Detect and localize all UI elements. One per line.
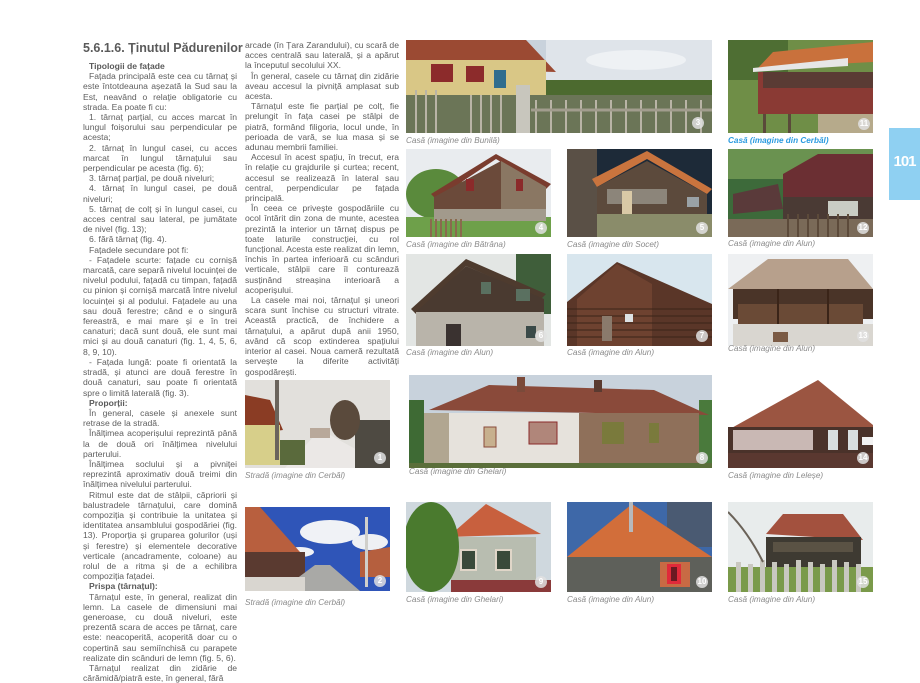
photo-fig-9 <box>406 502 551 592</box>
section-title: 5.6.1.6. Ținutul Pădurenilor <box>83 41 243 55</box>
figure-number-badge: 13 <box>858 331 868 340</box>
list-item: 4. târnaț în lungul casei, pe două niveluri; <box>83 183 237 204</box>
list-item: 2. târnaț în lungul casei, cu acces marcat în lungul târnațului sau perpendicular pe acesta (fig. 6); <box>83 142 237 174</box>
figure-number-badge: 5 <box>696 222 708 234</box>
paragraph: - Fațada lungă: poate fi orientată la stradă, și atunci are două ferestre în două canaturi, sau poate fi orientată spre o limită laterală (fig. 3). <box>83 356 237 398</box>
caption-fig-11: Casă (imagine din Cerbăl) <box>728 136 829 145</box>
photo-fig-4 <box>406 149 551 237</box>
figure-number-badge: 6 <box>535 330 547 342</box>
paragraph: Înălțimea acoperișului reprezintă până la de două ori înălțimea nivelului parterului. <box>83 428 237 459</box>
caption-fig-4: Casă (imagine din Bătrâna) <box>406 240 506 249</box>
photo-fig-6 <box>406 254 551 346</box>
figure-number-badge: 14 <box>858 453 868 462</box>
paragraph: Târnațul realizat din zidărie de cărămidă/piatră este, în general, fără <box>83 662 237 683</box>
caption-fig-14: Casă (imagine din Leleșe) <box>728 471 824 480</box>
paragraph: Târnațul este, în general, realizat din lemn. La casele de dimensiuni mai generoase, cu două niveluri, este prezentă scara de acces pe târnaț, care este: neacoperită, acoperită doar cu o copertină sau semiînchisă cu parapete realizate din scânduri de lemn (fig. 5, 6). <box>83 591 237 663</box>
photo-fig-5 <box>567 149 712 237</box>
text-column-2 <box>245 40 399 377</box>
caption-fig-1: Stradă (imagine din Cerbăl) <box>245 471 346 480</box>
caption-fig-12: Casă (imagine din Alun) <box>728 239 816 248</box>
figure-number-badge: 4 <box>535 222 547 234</box>
heading-porch: Prispa (târnațul): <box>89 581 158 592</box>
list-item: 3. târnaț parțial, pe două niveluri; <box>89 173 215 184</box>
list-item: 5. târnaț de colț și în lungul casei, cu acces central sau lateral, pe jumătate de nivel (fig. 13); <box>83 203 237 235</box>
photo-fig-7 <box>567 254 712 346</box>
list-item: 6. fără târnaț (fig. 4). <box>89 234 167 245</box>
photo-fig-1 <box>245 380 390 468</box>
paragraph: Accesul în acest spațiu, în trecut, era în relație cu grajdurile și curtea; recent, accesul se realizează în lateral sau central, perpendicular pe fațada principală. <box>245 152 399 204</box>
paragraph: În general, casele cu târnaț din zidărie aveau accesul la pivniță amplasat sub acesta. <box>245 70 399 102</box>
photo-fig-12 <box>728 149 873 237</box>
figure-number-badge: 8 <box>696 452 708 464</box>
figure-number-badge: 9 <box>535 576 547 588</box>
photo-fig-15 <box>728 502 873 592</box>
photo-fig-11 <box>728 40 873 133</box>
list-item: 1. târnaț parțial, cu acces marcat în lungul foișorului sau perpendicular pe acesta; <box>83 112 237 143</box>
caption-fig-3: Casă (imagine din Bunilă) <box>406 136 500 145</box>
photo-fig-14 <box>728 375 873 468</box>
figure-number-badge: 2 <box>374 575 386 587</box>
text-column-1 <box>83 61 237 683</box>
page-number: 101 <box>893 153 916 170</box>
paragraph: - Fațadele scurte: fațade cu cornișă marcată, care separă nivelul locuinței de nivelul podului, fațadă cu timpan, fațadă cu pinion și cornișă marcată între nivelul locuinței și al podului. Fațadele au una sau două ferestre; când e o singură fereastră, e mai mare și e în trei canaturi; dacă sunt două, ele sunt mai mici și au două canaturi (fig. 1, 4, 5, 6, 8, 9, 10). <box>83 254 237 357</box>
paragraph: Înălțimea soclului și a pivniței reprezintă aproximativ două treimi din înălțimea nivelului parterului. <box>83 458 237 490</box>
paragraph: La casele mai noi, târnațul și uneori scara sunt închise cu structuri vitrate. Această practică, de închidere a târnațului, a apărut după anii 1950, având că scop extinderea spațiului interior al casei. Noua cameră rezultată servește la diferite activități gospodărești. <box>245 295 399 377</box>
figure-number-badge: 12 <box>858 223 868 232</box>
heading-proportions: Proporții: <box>89 397 128 408</box>
figure-number-badge: 11 <box>859 119 869 128</box>
photo-fig-2 <box>245 507 390 591</box>
figure-number-badge: 15 <box>858 577 868 586</box>
caption-fig-5: Casă (imagine din Socet) <box>567 240 659 249</box>
caption-fig-7: Casă (imagine din Alun) <box>567 348 655 357</box>
figure-number-badge: 1 <box>374 452 386 464</box>
paragraph: În ceea ce privește gospodăriile cu ocol întărit din zona de munte, acestea prezintă la interior un târnaț dispus pe toate laturile construcției, cu rol funcțional. Acesta este realizat din lemn, închis în partea inferioară cu scânduri verticale, stâlpii care îl conturează susținând streașina interioară a acoperișului. <box>245 203 399 295</box>
paragraph: Ritmul este dat de stâlpii, căpriorii și balustradele târnațului, care domină compoziția și contribuie la unitatea și identitatea ansamblului gospodăriei (fig. 13). Proporția și gruparea golurilor (uși și ferestre) și elementele decorative verticale (ancadramente, coloane) au rolul de a ritma și de a echilibra compoziția fațadei. <box>83 489 237 582</box>
caption-fig-9: Casă (imagine din Ghelari) <box>406 595 504 604</box>
caption-fig-8: Casă (imagine din Ghelari) <box>409 467 507 476</box>
figure-number-badge: 10 <box>697 577 707 586</box>
caption-fig-15: Casă (imagine din Alun) <box>728 595 816 604</box>
paragraph: În general, casele și anexele sunt retrase de la stradă. <box>83 407 237 429</box>
photo-fig-13 <box>728 254 873 346</box>
photo-fig-8 <box>409 375 712 468</box>
paragraph: Târnațul este fie parțial pe colț, fie prelungit în fața casei pe stâlpi de piatră, formând filigoria, locul unde, în perioada de vară, se lua masa și se adunau membrii familiei. <box>245 101 399 153</box>
photo-fig-3 <box>406 40 712 133</box>
caption-fig-6: Casă (imagine din Alun) <box>406 348 494 357</box>
figure-number-badge: 7 <box>696 330 708 342</box>
caption-fig-10: Casă (imagine din Alun) <box>567 595 655 604</box>
caption-fig-2: Stradă (imagine din Cerbăl) <box>245 598 346 607</box>
heading-facade-types: Tipologii de fațade <box>89 61 165 71</box>
paragraph: Fațadele secundare pot fi: <box>89 244 189 255</box>
figure-number-badge: 3 <box>692 117 704 129</box>
paragraph: Fațada principală este cea cu târnaț și este întotdeauna așezată la Sud sau la Est, neavând o relație obligatorie cu strada. Ea poate fi cu: <box>83 71 237 112</box>
paragraph: arcade (în Țara Zarandului), cu scară de acces centrală sau laterală, și a apărut la începutul secolului XX. <box>245 40 399 71</box>
photo-fig-10 <box>567 502 712 592</box>
caption-fig-13: Casă (imagine din Alun) <box>728 344 816 353</box>
